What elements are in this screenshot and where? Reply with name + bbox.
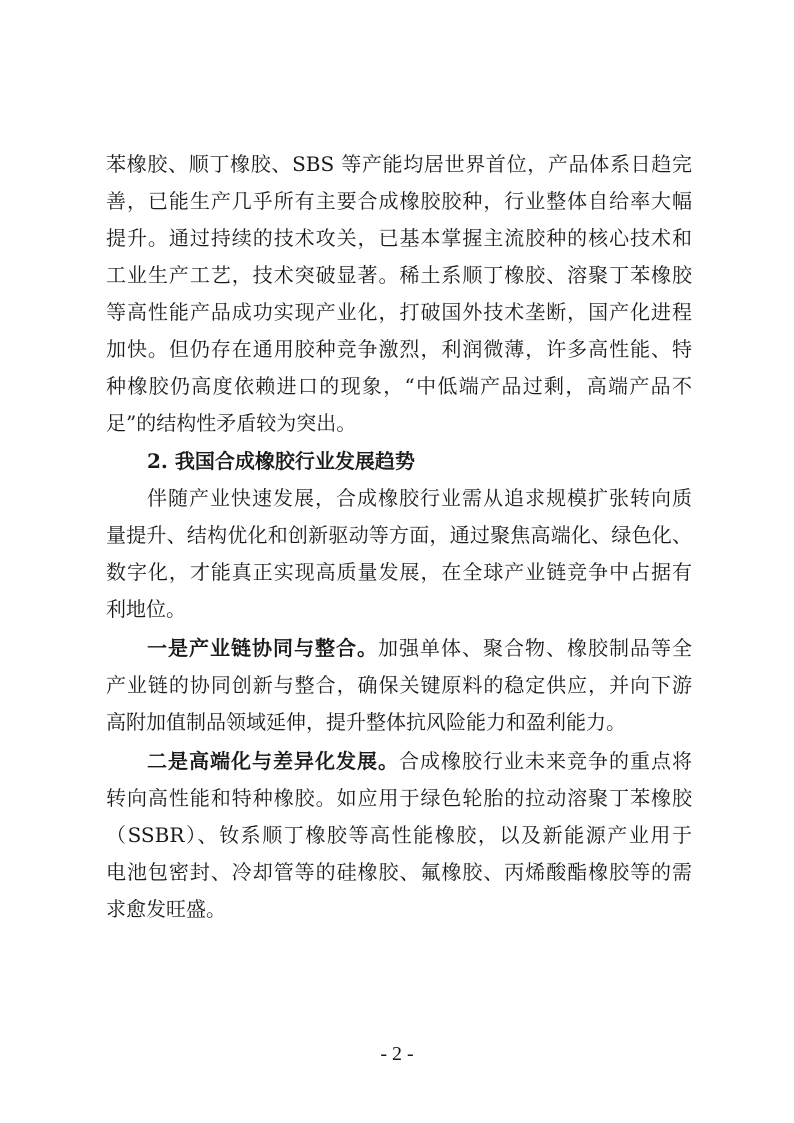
paragraph-4-lead: 二是高端化与差异化发展。 — [147, 749, 399, 773]
paragraph-1-line-1: 苯橡胶、顺丁橡胶、SBS 等产能均居世界首位，产品体系日趋完 — [106, 152, 692, 176]
paragraph-3-line-3: 高附加值制品领域延伸，提升整体抗风险能力和盈利能力。 — [106, 710, 626, 734]
section-heading: 2. 我国合成橡胶行业发展趋势 — [147, 449, 415, 473]
paragraph-1-line-6: 加快。但仍存在通用胶种竞争激烈，利润微薄，许多高性能、特 — [106, 337, 692, 361]
paragraph-2-line-3: 数字化，才能真正实现高质量发展，在全球产业链竞争中占据有 — [106, 560, 692, 584]
paragraph-1-line-4: 工业生产工艺，技术突破显著。稀土系顺丁橡胶、溶聚丁苯橡胶 — [106, 263, 692, 287]
paragraph-2-line-2: 量提升、结构优化和创新驱动等方面，通过聚焦高端化、绿色化、 — [106, 523, 692, 547]
paragraph-3-line-1 — [147, 635, 692, 661]
page-number: - 2 - — [380, 1043, 414, 1065]
paragraph-4-line-1 — [147, 748, 692, 774]
paragraph-4-line-3: （SSBR）、钕系顺丁橡胶等高性能橡胶，以及新能源产业用于 — [106, 823, 692, 847]
paragraph-1-line-5: 等高性能产品成功实现产业化，打破国外技术垄断，国产化进程 — [106, 300, 692, 324]
paragraph-3-line-2: 产业链的协同创新与整合，确保关键原料的稳定供应，并向下游 — [106, 673, 692, 697]
paragraph-4-line-5: 求愈发旺盛。 — [106, 897, 226, 921]
paragraph-4-line-4: 电池包密封、冷却管等的硅橡胶、氟橡胶、丙烯酸酯橡胶等的需 — [106, 860, 692, 884]
paragraph-4-line-1-text: 合成橡胶行业未来竞争的重点将 — [399, 749, 692, 773]
paragraph-1-line-2: 善，已能生产几乎所有主要合成橡胶胶种，行业整体自给率大幅 — [106, 189, 692, 213]
paragraph-1-line-8: 足”的结构性矛盾较为突出。 — [106, 411, 357, 435]
paragraph-3-line-1-text: 加强单体、聚合物、橡胶制品等全 — [378, 636, 692, 660]
paragraph-3-lead: 一是产业链协同与整合。 — [147, 636, 378, 660]
paragraph-4-line-2: 转向高性能和特种橡胶。如应用于绿色轮胎的拉动溶聚丁苯橡胶 — [106, 786, 692, 810]
paragraph-1-line-3: 提升。通过持续的技术攻关，已基本掌握主流胶种的核心技术和 — [106, 226, 692, 250]
paragraph-1-line-7: 种橡胶仍高度依赖进口的现象，“中低端产品过剩，高端产品不 — [106, 374, 692, 398]
paragraph-2-line-1: 伴随产业快速发展，合成橡胶行业需从追求规模扩张转向质 — [147, 486, 692, 510]
paragraph-2-line-4: 利地位。 — [106, 597, 186, 621]
